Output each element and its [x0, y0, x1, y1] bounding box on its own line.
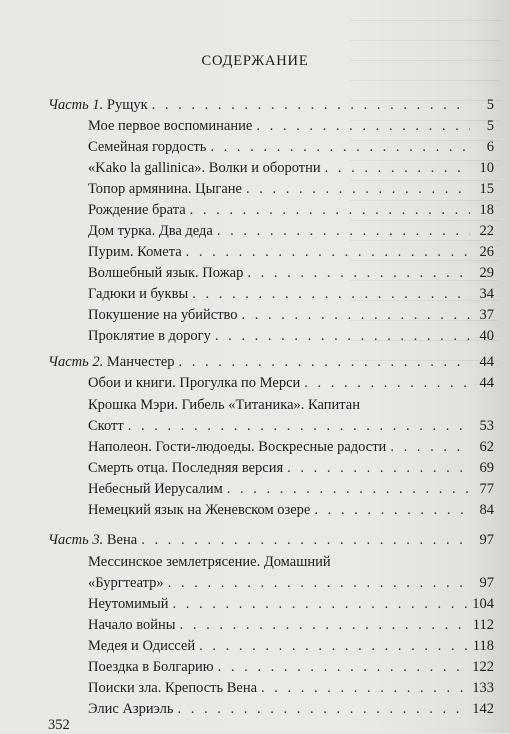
entry-title: Гадюки и буквы [88, 286, 189, 302]
entry-title: Поиски зла. Крепость Вена [88, 680, 258, 696]
page-number: 352 [48, 717, 70, 733]
page-ref: 26 [479, 244, 494, 260]
entry-title: Мессинское землетрясение. Домашний [88, 554, 331, 570]
leader-dots [256, 116, 470, 136]
entry-title: Пурим. Комета [88, 244, 182, 260]
part-number: Часть 3. [48, 532, 104, 548]
leader-dots [186, 242, 470, 262]
leader-dots [179, 352, 470, 372]
leader-dots [261, 678, 468, 698]
toc-entry [88, 326, 494, 346]
entry-title: Дом турка. Два деда [88, 223, 213, 239]
page-ref: 44 [479, 375, 494, 391]
leader-dots [287, 458, 470, 478]
toc-entry [88, 373, 494, 393]
toc-entry [88, 116, 494, 136]
leader-dots [173, 594, 469, 614]
entry-title: Неутомимый [88, 596, 169, 612]
toc-entry [88, 552, 494, 572]
toc-entry [88, 200, 494, 220]
page-ref: 97 [479, 532, 494, 548]
toc-entry [88, 137, 494, 157]
entry-title: Топор армянина. Цыгане [88, 181, 242, 197]
entry-title: Мое первое воспоминание [88, 118, 253, 134]
leader-dots [247, 263, 470, 283]
toc-entry [88, 395, 494, 415]
entry-title: Медея и Одиссей [88, 638, 196, 654]
entry-title: Поездка в Болгарию [88, 659, 214, 675]
leader-dots [218, 657, 469, 677]
toc-entry [88, 305, 494, 325]
toc-entry [88, 158, 494, 178]
toc-entry [88, 699, 494, 719]
leader-dots [217, 221, 470, 241]
page-ref: 97 [479, 575, 494, 591]
toc-entry [88, 221, 494, 241]
page-ref: 142 [472, 701, 494, 717]
page-ref: 62 [479, 439, 494, 455]
toc-part-1 [48, 95, 494, 115]
toc-part-2 [48, 352, 494, 372]
leader-dots [390, 437, 470, 457]
page-ref: 6 [486, 139, 494, 155]
part-title: Манчестер [103, 354, 175, 370]
leader-dots [215, 326, 470, 346]
page-title: СОДЕРЖАНИЕ [201, 53, 309, 69]
leader-dots [168, 573, 470, 593]
page-ref: 40 [479, 328, 494, 344]
toc-entry [88, 284, 494, 304]
leader-dots [177, 699, 468, 719]
entry-title: Покушение на убийство [88, 307, 238, 323]
leader-dots [227, 479, 470, 499]
entry-title: Небесный Иерусалим [88, 481, 223, 497]
entry-title: Крошка Мэри. Гибель «Титаника». Капитан [88, 397, 360, 413]
page-ref: 133 [472, 680, 494, 696]
page-ref: 84 [479, 502, 494, 518]
page-ref: 44 [479, 354, 494, 370]
toc-entry-continued [88, 416, 494, 436]
leader-dots [242, 305, 470, 325]
toc-entry [88, 500, 494, 520]
toc-entry [88, 615, 494, 635]
page-ref: 69 [479, 460, 494, 476]
page-ref: 112 [472, 617, 494, 633]
page-ref: 15 [479, 181, 494, 197]
page-ref: 53 [479, 418, 494, 434]
leader-dots [180, 615, 469, 635]
leader-dots [314, 500, 470, 520]
leader-dots [199, 636, 469, 656]
toc-entry [88, 242, 494, 262]
toc-entry [88, 437, 494, 457]
page-ref: 22 [479, 223, 494, 239]
leader-dots [246, 179, 470, 199]
page-ref: 5 [486, 118, 494, 134]
entry-title: Начало войны [88, 617, 176, 633]
leader-dots [190, 200, 470, 220]
part-number: Часть 1. [48, 97, 104, 113]
page-ref: 104 [472, 596, 494, 612]
page-ref: 29 [479, 265, 494, 281]
leader-dots [325, 158, 470, 178]
leader-dots [152, 95, 470, 115]
page-ref: 18 [479, 202, 494, 218]
toc-entry [88, 636, 494, 656]
leader-dots [304, 373, 470, 393]
entry-title: Обои и книги. Прогулка по Мерси [88, 375, 301, 391]
entry-title: «Kako la gallinica». Волки и оборотни [88, 160, 321, 176]
entry-title: Волшебный язык. Пожар [88, 265, 244, 281]
toc-entry [88, 678, 494, 698]
page-ref: 34 [479, 286, 494, 302]
page-ref: 10 [479, 160, 494, 176]
part-number: Часть 2. [48, 354, 104, 370]
toc-entry [88, 657, 494, 677]
leader-dots [141, 530, 470, 550]
toc-entry [88, 458, 494, 478]
toc-entry-continued [88, 573, 494, 593]
toc-entry [88, 594, 494, 614]
entry-title: Наполеон. Гости-людоеды. Воскресные радости [88, 439, 387, 455]
page-ref: 122 [472, 659, 494, 675]
entry-title: «Бургтеатр» [88, 575, 164, 591]
entry-title: Проклятие в дорогу [88, 328, 211, 344]
leader-dots [128, 416, 470, 436]
entry-title: Немецкий язык на Женевском озере [88, 502, 311, 518]
entry-title: Элис Азриэль [88, 701, 174, 717]
page-ref: 5 [486, 97, 494, 113]
toc-entry [88, 263, 494, 283]
page-ref: 77 [479, 481, 494, 497]
entry-title: Скотт [88, 418, 124, 434]
part-title: Рущук [103, 97, 148, 113]
page-ref: 118 [472, 638, 494, 654]
toc-entry [88, 479, 494, 499]
toc-part-3 [48, 530, 494, 550]
page-ref: 37 [479, 307, 494, 323]
leader-dots [192, 284, 470, 304]
leader-dots [210, 137, 470, 157]
toc-entry [88, 179, 494, 199]
entry-title: Смерть отца. Последняя версия [88, 460, 284, 476]
entry-title: Рождение брата [88, 202, 186, 218]
entry-title: Семейная гордость [88, 139, 207, 155]
part-title: Вена [103, 532, 138, 548]
